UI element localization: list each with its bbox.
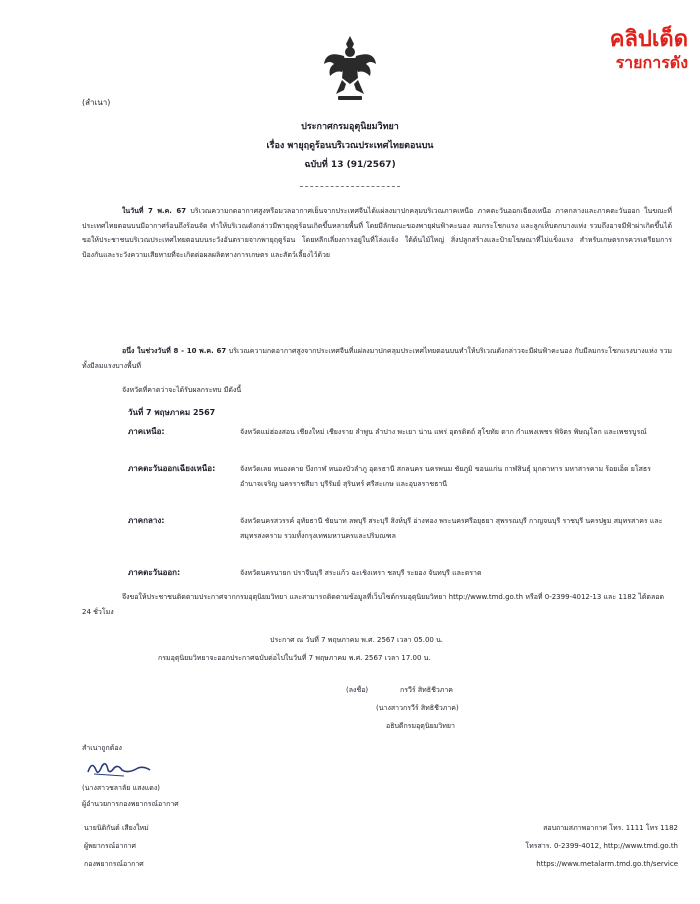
region-name-northeast: ภาคตะวันออกเฉียงเหนือ:	[128, 464, 216, 473]
paragraph-main-lead: ในวันที่ 7 พ.ค. 67	[122, 207, 187, 215]
region-name-east: ภาคตะวันออก:	[128, 568, 181, 577]
paragraph-forecast-text: บริเวณความกดอากาศสูงจากประเทศจีนที่แผ่ลงมาปกคลุมประเทศไทยตอนบนทำให้บริเวณดังกล่าวจะมีฝนฟ้าคะนอง กับมีลมกระโชกแรงบางแห่ง รวมทั้งมีลมแรงบางพื้นที่	[82, 347, 672, 370]
signer-title: อธิบดีกรมอุตุนิยมวิทยา	[386, 722, 455, 730]
paragraph-forecast	[82, 344, 672, 373]
footer-right-line: โทรสาร. 0-2399-4012, http://www.tmd.go.th	[525, 842, 678, 850]
garuda-emblem-icon	[322, 34, 378, 104]
next-issue-note: กรมอุตุนิยมวิทยาจะออกประกาศฉบับต่อไปในวันที่ 7 พฤษภาคม พ.ศ. 2567 เวลา 17.00 น.	[158, 654, 431, 662]
region-provinces-east: จังหวัดนครนายก ปราจีนบุรี สระแก้ว ฉะเชิงเทรา ชลบุรี ระยอง จันทบุรี และตราด	[240, 569, 482, 577]
footer-left-line: กองพยากรณ์อากาศ	[84, 860, 144, 868]
paragraph-main-text: บริเวณความกดอากาศสูงหรือมวลอากาศเย็นจากประเทศจีนได้แผ่ลงมาปกคลุมบริเวณภาคเหนือ ภาคตะวันออกเฉียงเหนือ ภาคกลางและภาคตะวันออก ในขณะที่ประเทศไทยตอนบนมีอากาศร้อนถึงร้อนจัด ทำให้บริเวณดังกล่าวมีพายุฤดูร้อนเกิดขึ้นหลายพื้นที่ โดยมีลักษณะของพายุฝนฟ้าคะนอง ลมกระโชกแรง และลูกเห็บตกบางแห่ง รวมถึงอาจมีฟ้าผ่าเกิดขึ้นได้ ขอให้ประชาชนบริเวณประเทศไทยตอนบนระวังอันตรายจากพายุฤดูร้อน โดยหลีกเลี่ยงการอยู่ในที่โล่งแจ้ง ใต้ต้นไม้ใหญ่ สิ่งปลูกสร้างและป้ายโฆษณาที่ไม่แข็งแรง สำหรับเกษตรกรควรเตรียมการป้องกันและระวังความเสียหายที่จะเกิดต่อผลผลิตทางการเกษตร และสัตว์เลี้ยงไว้ด้วย	[82, 207, 672, 259]
footer-left-line: ผู้พยากรณ์อากาศ	[84, 842, 136, 850]
paragraph-main	[82, 204, 672, 262]
divider	[300, 186, 400, 187]
notice-paragraph: จึงขอให้ประชาชนติดตามประกาศจากกรมอุตุนิยมวิทยา และสามารถติดตามข้อมูลที่เว็บไซต์กรมอุตุนิยมวิทยา http://www.tmd.go.th หรือที่ 0-2399-4012-13 และ 1182 ได้ตลอด 24 ชั่วโมง	[82, 593, 665, 616]
signer-name: กรวีร์ สิทธิชีวภาค	[400, 686, 453, 694]
copy-label: (สำเนา)	[82, 98, 111, 107]
brand-title: คลิปเด็ด	[609, 27, 688, 52]
certifier-name: (นางสาวชลาลัย แสงแดง)	[82, 784, 160, 792]
certified-label: สำเนาถูกต้อง	[82, 744, 122, 752]
region-provinces-north: จังหวัดแม่ฮ่องสอน เชียงใหม่ เชียงราย ลำพูน ลำปาง พะเยา น่าน แพร่ อุตรดิตถ์ สุโขทัย ตาก กำแพงเพชร พิจิตร พิษณุโลก และเพชรบูรณ์	[240, 428, 647, 436]
footer-left-line: นายนิติกันต์ เสียงใหม่	[84, 824, 149, 832]
signer-full-name: (นางสาวกรวีร์ สิทธิชีวภาค)	[376, 704, 459, 712]
signed-label: (ลงชื่อ)	[346, 686, 369, 694]
footer-right-line: สอบถามสภาพอากาศ โทร. 1111 โทร 1182	[543, 824, 678, 832]
paragraph-forecast-lead: อนึ่ง ในช่วงวันที่ 8 - 10 พ.ค. 67	[122, 347, 227, 355]
footer-right-line: https://www.metalarm.tmd.go.th/service	[536, 860, 678, 868]
region-name-north: ภาคเหนือ:	[128, 427, 165, 436]
date-heading: วันที่ 7 พฤษภาคม 2567	[128, 408, 216, 417]
issue-number: ฉบับที่ 13 (91/2567)	[304, 160, 396, 170]
announced-date: ประกาศ ณ วันที่ 7 พฤษภาคม พ.ศ. 2567 เวลา 05.00 น.	[270, 636, 444, 644]
region-provinces-central: จังหวัดนครสวรรค์ อุทัยธานี ชัยนาท ลพบุรี สระบุรี สิงห์บุรี อ่างทอง พระนครศรีอยุธยา สุพรรณบุรี กาญจนบุรี ราชบุรี นครปฐม สมุทรสาคร และสมุทรสงคราม รวมทั้งกรุงเทพมหานครและปริมณฑล	[240, 517, 663, 540]
brand-subtitle: รายการดัง	[615, 53, 688, 72]
region-provinces-northeast: จังหวัดเลย หนองคาย บึงกาฬ หนองบัวลำภู อุดรธานี สกลนคร นครพนม ชัยภูมิ ขอนแก่น กาฬสินธุ์ มุกดาหาร มหาสารคาม ร้อยเอ็ด ยโสธร อำนาจเจริญ นครราชสีมา บุรีรัมย์ สุรินทร์ ศรีสะเกษ และอุบลราชธานี	[240, 465, 651, 488]
page-title: ประกาศกรมอุตุนิยมวิทยา	[301, 122, 399, 132]
region-name-central: ภาคกลาง:	[128, 516, 165, 525]
subject-line: เรื่อง พายุฤดูร้อนบริเวณประเทศไทยตอนบน	[266, 141, 434, 151]
affected-provinces-intro: จังหวัดที่คาดว่าจะได้รับผลกระทบ มีดังนี้	[122, 386, 242, 394]
certifier-title: ผู้อำนวยการกองพยากรณ์อากาศ	[82, 800, 179, 808]
handwritten-signature-icon	[84, 756, 154, 780]
